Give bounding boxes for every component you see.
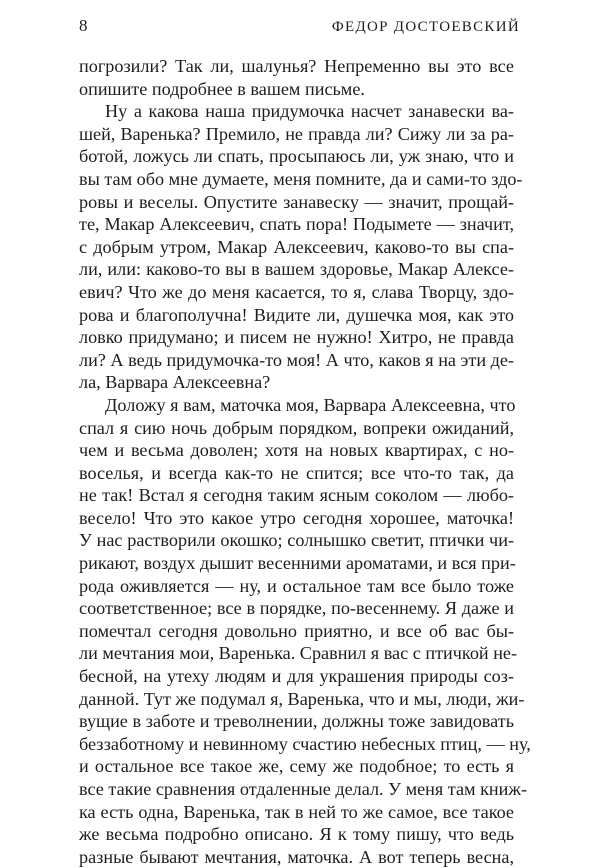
page-number: 8 [79,16,88,35]
paragraph [79,100,523,394]
text-line: весело! Что это какое утро сегодня хорошее, маточка! [79,507,514,528]
text-line: ровы и веселы. Опустите занавеску — значит, прощай- [79,191,514,212]
text-line: ли мечтания мои, Варенька. Сравнил я вас с птичкой не- [79,643,518,664]
text-line: вы там обо мне думаете, меня помните, да и сами-то здо- [79,168,523,189]
text-line: бесной, на утеху людям и для украшения природы соз- [79,666,514,687]
text-line: беззаботному и невинному счастию небесных птиц, — ну, [79,733,531,754]
text-line: евич? Что же до меня касается, то я, слава Творцу, здо- [79,281,514,302]
text-line: данной. Тут же подумал я, Варенька, что и мы, люди, жи- [79,688,525,709]
paragraph [79,394,531,868]
body-text [79,55,531,868]
text-line: помечтал сегодня довольно приятно, и все об вас бы- [79,620,514,641]
running-title: ФЕДОР ДОСТОЕВСКИЙ [331,19,520,35]
text-line: те, Макар Алексеевич, спать пора! Подымете — значит, [79,214,514,235]
paragraph [79,55,514,100]
text-line: ловко придумано; и писем не нужно! Хитро, не правда [79,327,514,348]
text-line: с добрым утром, Макар Алексеевич, каково-то вы спа- [79,236,514,257]
text-line: ка есть одна, Варенька, так в ней то же самое, все такое [79,801,514,822]
text-line: У нас растворили окошко; солнышко светит, птички чи- [79,530,514,551]
text-line: не так! Встал я сегодня таким ясным соколом — любо- [79,485,514,506]
text-line: ботой, ложусь ли спать, просыпаюсь ли, уж знаю, что и [79,146,514,167]
text-line: Доложу я вам, маточка моя, Варвара Алексеевна, что [105,394,516,415]
text-line: опишите подробнее в вашем письме. [79,78,365,99]
text-line: воселья, и всегда как-то не спится; все что-то так, да [79,462,514,483]
text-line: ли, или: каково-то вы в вашем здоровье, Макар Алексе- [79,259,514,280]
text-line: погрозили? Так ли, шалунья? Непременно вы это все [79,56,514,76]
text-line: чем и весьма доволен; хотя на новых квартирах, с но- [79,440,514,461]
text-line: рикают, воздух дышит весенними ароматами, и вся при- [79,553,516,574]
text-line: вущие в заботе и треволнении, должны тоже завидовать [79,711,514,732]
text-line: и остальное все такое же, сему же подобное; то есть я [79,756,514,777]
text-line: спал я сию ночь добрым порядком, вопреки ожиданий, [79,417,514,438]
text-line: все такие сравнения отдаленные делал. У меня там книж- [79,779,528,799]
text-line: соответственное; все в порядке, по-весеннему. Я даже и [79,598,514,619]
text-line: ли? А ведь придумочка-то моя! А что, каков я на эти де- [79,349,514,370]
text-line: Ну а какова наша придумочка насчет занавески ва- [105,101,514,122]
text-line: рода оживляется — ну, и остальное там все было тоже [79,575,514,596]
running-head [79,16,520,38]
text-line: шей, Варенька? Премило, не правда ли? Сижу ли за ра- [79,123,514,144]
text-line: ла, Варвара Алексеевна? [79,372,271,393]
text-line: же весьма подробно описано. Я к тому пишу, что ведь [79,824,514,845]
text-line: разные бывают мечтания, маточка. А вот теперь весна, [79,846,514,867]
text-line: рова и благополучна! Видите ли, душечка моя, как это [79,304,514,325]
